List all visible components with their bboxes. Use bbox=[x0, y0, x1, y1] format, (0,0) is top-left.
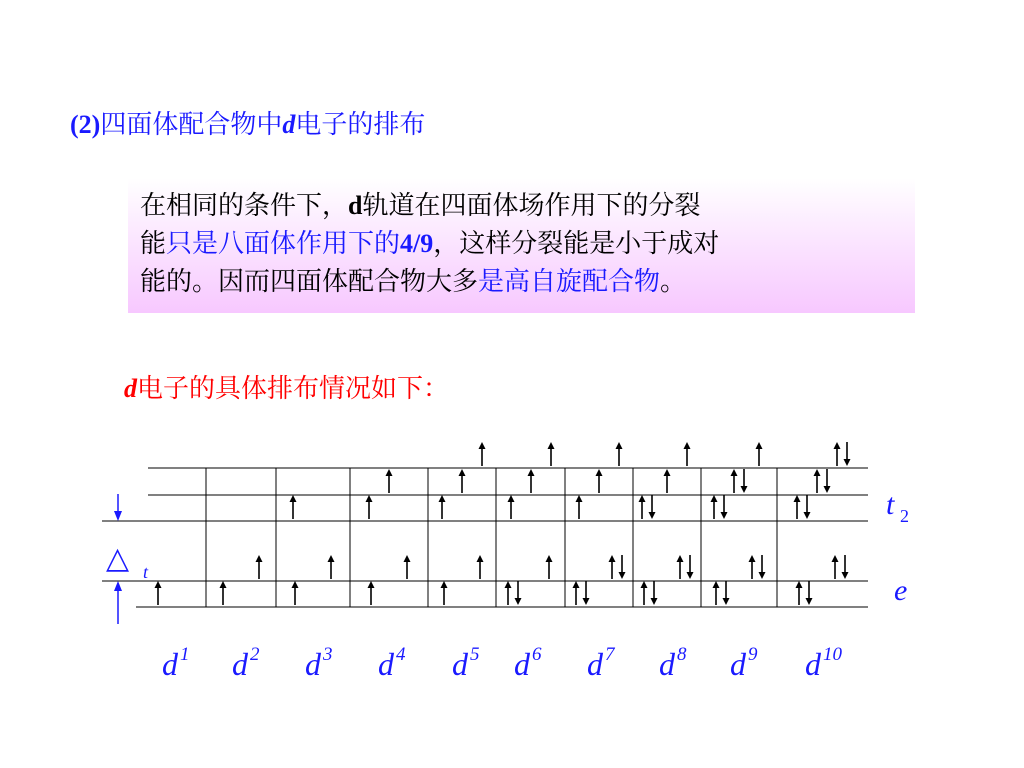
spin-up-arrowhead bbox=[731, 469, 738, 476]
spin-up-arrowhead bbox=[256, 555, 263, 562]
column-label-superscript: 7 bbox=[605, 644, 615, 665]
spin-up-arrowhead bbox=[711, 495, 718, 502]
column-label-superscript: 4 bbox=[396, 644, 406, 665]
spin-up-arrowhead bbox=[528, 469, 535, 476]
spin-up-arrowhead bbox=[756, 442, 763, 449]
spin-up-arrowhead bbox=[609, 555, 616, 562]
spin-up-arrowhead bbox=[386, 469, 393, 476]
column-label-base: d bbox=[232, 646, 248, 682]
spin-up-arrowhead bbox=[832, 555, 839, 562]
heading-text-before: 四面体配合物中 bbox=[100, 110, 283, 140]
spin-down-arrowhead bbox=[721, 512, 728, 519]
delta-subscript: t bbox=[143, 562, 149, 582]
subheading-d-symbol: d bbox=[124, 374, 137, 403]
line1-rest: 轨道在四面体场作用下的分裂 bbox=[362, 191, 701, 221]
spin-down-arrowhead bbox=[687, 572, 694, 579]
column-label-superscript: 6 bbox=[532, 644, 542, 665]
spin-down-arrowhead bbox=[804, 512, 811, 519]
spin-up-arrowhead bbox=[639, 495, 646, 502]
column-label-superscript: 2 bbox=[250, 644, 260, 665]
column-label-superscript: 1 bbox=[180, 644, 190, 665]
spin-up-arrowhead bbox=[616, 442, 623, 449]
spin-up-arrowhead bbox=[576, 495, 583, 502]
line3-end: 。 bbox=[660, 267, 687, 297]
spin-down-arrowhead bbox=[583, 598, 590, 605]
spin-up-arrowhead bbox=[220, 581, 227, 588]
column-label-superscript: 5 bbox=[470, 644, 480, 665]
spin-up-arrowhead bbox=[439, 495, 446, 502]
column-label-base: d bbox=[162, 646, 178, 682]
spin-up-arrowhead bbox=[459, 469, 466, 476]
column-label-superscript: 10 bbox=[823, 644, 842, 665]
spin-up-arrowhead bbox=[505, 581, 512, 588]
column-label-superscript: 8 bbox=[677, 644, 687, 665]
spin-up-arrowhead bbox=[684, 442, 691, 449]
heading-number: (2) bbox=[70, 110, 101, 139]
spin-up-arrowhead bbox=[794, 495, 801, 502]
column-label-base: d bbox=[805, 646, 821, 682]
column-label-base: d bbox=[378, 646, 394, 682]
spin-up-arrowhead bbox=[368, 581, 375, 588]
spin-up-arrowhead bbox=[328, 555, 335, 562]
spin-up-arrowhead bbox=[749, 555, 756, 562]
line3-start: 能的。因而四面体配合物大多 bbox=[140, 267, 479, 297]
spin-up-arrowhead bbox=[508, 495, 515, 502]
column-label-superscript: 3 bbox=[323, 644, 333, 665]
spin-up-arrowhead bbox=[641, 581, 648, 588]
spin-up-arrowhead bbox=[596, 469, 603, 476]
spin-down-arrowhead bbox=[842, 572, 849, 579]
t2-label: t bbox=[886, 488, 895, 521]
column-label-superscript: 9 bbox=[748, 644, 758, 665]
spin-up-arrowhead bbox=[441, 581, 448, 588]
spin-down-arrowhead bbox=[723, 598, 730, 605]
heading-text-after: 电子的排布 bbox=[295, 110, 426, 140]
spin-down-arrowhead bbox=[515, 598, 522, 605]
spin-up-arrowhead bbox=[796, 581, 803, 588]
line1-text: 在相同的条件下， bbox=[140, 191, 349, 221]
spin-up-arrowhead bbox=[290, 495, 297, 502]
spin-up-arrowhead bbox=[834, 442, 841, 449]
t2-subscript: 2 bbox=[900, 506, 909, 526]
spin-down-arrowhead bbox=[806, 598, 813, 605]
spin-down-arrowhead bbox=[844, 459, 851, 466]
spin-up-arrowhead bbox=[366, 495, 373, 502]
column-label-base: d bbox=[514, 646, 530, 682]
spin-up-arrowhead bbox=[677, 555, 684, 562]
line2-start: 能 bbox=[140, 229, 167, 259]
spin-down-arrowhead bbox=[649, 512, 656, 519]
line3-blue: 是高自旋配合物 bbox=[478, 267, 661, 297]
spin-down-arrowhead bbox=[619, 572, 626, 579]
column-label-base: d bbox=[305, 646, 321, 682]
delta-symbol: △ bbox=[106, 541, 130, 576]
spin-down-arrowhead bbox=[824, 486, 831, 493]
spin-up-arrowhead bbox=[292, 581, 299, 588]
line2-blue: 只是八面体作用下的 bbox=[166, 229, 401, 259]
spin-up-arrowhead bbox=[546, 555, 553, 562]
spin-up-arrowhead bbox=[477, 555, 484, 562]
spin-up-arrowhead bbox=[548, 442, 555, 449]
delta-bottom-arrowhead bbox=[114, 581, 122, 591]
spin-up-arrowhead bbox=[479, 442, 486, 449]
spin-up-arrowhead bbox=[664, 469, 671, 476]
spin-up-arrowhead bbox=[814, 469, 821, 476]
spin-up-arrowhead bbox=[573, 581, 580, 588]
column-label-base: d bbox=[587, 646, 603, 682]
line2-fraction: 4/9 bbox=[400, 229, 434, 258]
subheading-text: 电子的具体排布情况如下： bbox=[137, 374, 450, 404]
spin-down-arrowhead bbox=[759, 572, 766, 579]
line2-rest: ，这样分裂能是小于成对 bbox=[433, 229, 720, 259]
heading-d-symbol: d bbox=[282, 110, 296, 139]
spin-up-arrowhead bbox=[713, 581, 720, 588]
column-label-base: d bbox=[452, 646, 468, 682]
spin-down-arrowhead bbox=[651, 598, 658, 605]
column-label-base: d bbox=[730, 646, 746, 682]
line1-d: d bbox=[348, 191, 363, 220]
spin-up-arrowhead bbox=[404, 555, 411, 562]
delta-top-arrowhead bbox=[114, 511, 122, 521]
spin-up-arrowhead bbox=[155, 581, 162, 588]
spin-down-arrowhead bbox=[741, 486, 748, 493]
column-label-base: d bbox=[659, 646, 675, 682]
e-label: e bbox=[894, 574, 908, 607]
